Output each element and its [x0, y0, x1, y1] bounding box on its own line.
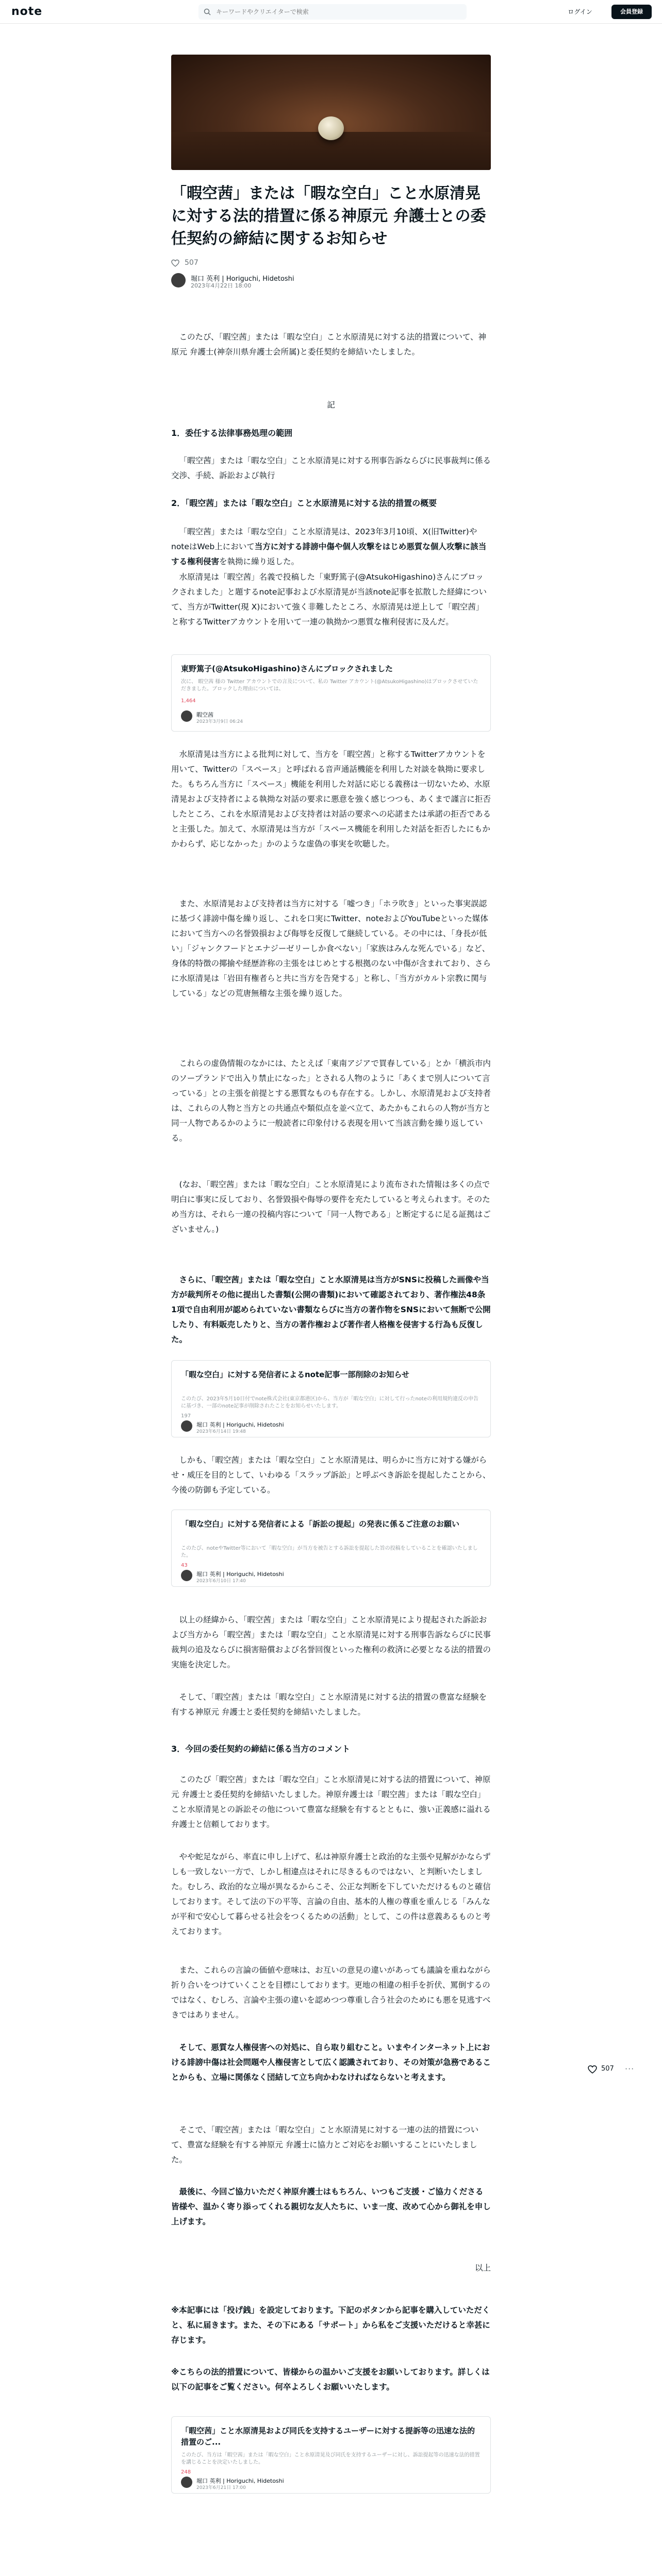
card-title[interactable]: 東野篤子(@AtsukoHigashino)さんにブロックされました — [181, 664, 393, 673]
paragraph-false-info: これらの虚偽情報のなかには、たとえば「東南アジアで買春している」とか「横浜市内のソープランドで出入り禁止になった」とされる人物のように「あくまで別人について言っている」との主張を前提とする悪質なものも存在する。しかし、水原清晃および支持者は、これらの人物と当方との共通点や類似点を並べ立て、あたかもこれらの人物が当方と同一人物であるかのように一般読者に印象付ける表現を用いて当該言動を繰り返している。 — [171, 1059, 491, 1143]
floating-like-button[interactable] — [588, 2064, 619, 2075]
publish-date: 2023年4月22日 18:00 — [191, 282, 252, 289]
paragraph-comment-1: このたび「暇空茜」または「暇な空白」こと水原清晃に対する法的措置について、神原元 弁護士と委任契約を締結いたしました。神原弁護士は「暇空茜」または「暇な空白」こと水原清晃との訴訟その他について豊富な経験を有するとともに、強い正義感に溢れる弁護士と信頼しております。 — [171, 1775, 491, 1829]
paragraph-comment-4: そして、悪質な人権侵害への対処に、自ら取り組むこと。いまやインターネット上における誹謗中傷は社会問題や人権侵害として広く認識されており、その対策が急務であることからも、立場に関係なく団結して立ち向かわなければならないと考えます。 — [171, 2043, 491, 2082]
paragraph-comment-2: やや蛇足ながら、率直に申し上げて、私は神原弁護士と政治的な主張や見解がかならずしも一致しない一方で、しかし相違点はそれに尽きるものではない、と判断いたしました。むしろ、政治的な立場が異なるからこそ、公正な判断を下していただけるものと確信しております。そして法の下の平等、言論の自由、基本的人権の尊重を重んじる「みんなが平和で安心して暮らせる社会をつくるための活動」として、この件は意義あるものと考えております。 — [171, 1852, 491, 1936]
embed-card-1[interactable] — [171, 654, 491, 732]
more-options-icon[interactable]: ··· — [625, 2064, 635, 2074]
card-likes: 43 — [181, 1563, 188, 1568]
card-excerpt: 次に、 暇空茜 様の Twitter アカウントでの言及について、私の Twitter アカウント(@AtsukoHigashino)はブロックさせていただきました。ブロックした理由については、 — [181, 679, 478, 692]
paragraph-support-note: ※こちらの法的措置について、皆様からの温かいご支援をお願いしております。詳しくは以下の記事をご覧ください。何卒よろしくお願いいたします。 — [171, 2367, 490, 2392]
paragraph-defamation: また、水原清晃および支持者は当方に対する「嘘つき」「ホラ吹き」といった事実誤認に基づく誹謗中傷を繰り返し、これを口実にTwitter、noteおよびYouTubeといった媒体において当方への名誉毀損および侮辱を反復して継続している。その中には、「身長が低い」「ジャンクフードとエナジーゼリーしか食べない」「家族はみんな死んでいる」など、身体的特徴の揶揄や経歴詐称の主張をはじめとする根拠のない中傷が含まれており、さらに水原清晃は「岩田有権者らと共に当方を告発する」と称し、「当方がカルト宗教に関与している」などの荒唐無稽な主張を繰り返した。 — [171, 899, 491, 998]
search-box[interactable] — [198, 4, 467, 20]
card-date: 2023年3月9日 06:24 — [196, 719, 243, 724]
card-avatar — [181, 2477, 192, 2488]
article-title: 「暇空茜」または「暇な空白」こと水原清晃に対する法的措置に係る神原元 弁護士との委任契約の締結に関するお知らせ — [171, 184, 486, 248]
paragraph-slapp: しかも、「暇空茜」または「暇な空白」こと水原清晃は、明らかに当方に対する嫌がらせ・威圧を目的として、いわゆる「スラップ訴訟」と呼ぶべき訴訟を提起したことから、今後の防御も予定している。 — [171, 1455, 491, 1495]
ijo-mark: 以上 — [474, 2263, 491, 2273]
site-header — [0, 0, 662, 24]
note-logo[interactable]: note — [11, 5, 43, 18]
login-button[interactable]: ログイン — [568, 8, 592, 15]
card-excerpt: このたび、当方は「暇空茜」または「暇な空白」こと水原清晃及び同氏を支持するユーザーに対し、訴訟提起等の迅速な法的措置を講じることを決定いたしました。 — [181, 2452, 480, 2465]
paragraph-note: (なお、「暇空茜」または「暇な空白」こと水原清晃により流布された情報は多くの点で明白に事実に反しており、名誉毀損や侮辱の要件を充たしていると考えられます。そのため当方は、それら一連の投稿内容について「同一人物である」と断定するに足る証拠はございません。) — [171, 1180, 491, 1234]
hero-image — [171, 55, 491, 170]
heart-icon[interactable] — [588, 2065, 597, 2074]
card-avatar — [181, 710, 192, 722]
hero-coin — [318, 116, 344, 140]
signup-button[interactable]: 会員登録 — [611, 5, 652, 19]
search-icon — [204, 8, 211, 15]
paragraph-decision: 以上の経緯から、「暇空茜」または「暇な空白」こと水原清晃により提起された訴訟および当方から「暇空茜」または「暇な空白」こと水原清晃に対する刑事告訴ならびに民事裁判の追及ならびに損害賠償および名誉回復といった権利の救済に必要となる法的措置の実施を決定した。 — [171, 1615, 491, 1669]
embed-card-4[interactable] — [171, 2416, 491, 2494]
paragraph-comment-5: そこで、「暇空茜」または「暇な空白」こと水原清晃に対する一連の法的措置について、豊富な経験を有する神原元 弁護士に協力とご対応をお願いすることにいたしました。 — [171, 2125, 479, 2164]
card-author: 堀口 英利 | Horiguchi, Hidetoshi — [196, 1421, 284, 1428]
floating-like-count: 507 — [601, 2065, 614, 2073]
like-count: 507 — [185, 259, 198, 267]
card-author: 暇空茜 — [196, 711, 213, 718]
card-title[interactable]: 「暇な空白」に対する発信者によるnote記事一部削除のお知らせ — [181, 1370, 409, 1379]
paragraph-comment-3: また、これらの言論の価値や意味は、お互いの意見の違いがあっても議論を重ねながら折り合いをつけていくことを目標にしております。更地の相違の相手を折伏、罵倒するのではなく、むしろ、言論や主張の違いを認めつつ尊重し合う社会のためにも悪を見逃すべきではありません。 — [171, 1965, 491, 2020]
card-likes: 1,464 — [181, 698, 196, 704]
section-heading-3: 3．今回の委任契約の締結に係る当方のコメント — [171, 1744, 351, 1754]
paragraph-overview: 「暇空茜」または「暇な空白」こと水原清晃は、2023年3月10頃、X(旧Twitter)やnoteはWeb上において当方に対する誹謗中傷や個人攻撃をはじめ悪質な個人攻撃に該当する権利侵害を執拗に繰り返した。 — [171, 527, 487, 566]
paragraph-contract: そして、「暇空茜」または「暇な空白」こと水原清晃に対する法的措置の豊富な経験を有する神原元 弁護士と委任契約を締結いたしました。 — [171, 1692, 487, 1717]
card-title[interactable]: 「暇空茜」こと水原清晃および同氏を支持するユーザーに対する提訴等の迅速な法的措置のご... — [181, 2426, 475, 2447]
card-date: 2023年6月14日 19:48 — [196, 1429, 246, 1434]
section-heading-1: 1．委任する法律事務処理の範囲 — [171, 428, 293, 438]
embed-card-3[interactable] — [171, 1510, 491, 1587]
card-date: 2023年6月10日 17:40 — [196, 1579, 246, 1584]
embed-card-2[interactable] — [171, 1360, 491, 1437]
section-heading-2: 2．「暇空茜」または「暇な空白」こと水原清晃に対する法的措置の概要 — [171, 498, 437, 508]
ki-mark: 記 — [327, 400, 335, 410]
card-avatar — [181, 1570, 192, 1581]
author-name[interactable]: 堀口 英利 | Horiguchi, Hidetoshi — [191, 275, 294, 283]
card-date: 2023年6月21日 17:00 — [196, 2485, 246, 2490]
card-likes: 197 — [181, 1413, 191, 1419]
paragraph-scope: 「暇空茜」または「暇な空白」こと水原清晃に対する刑事告訴ならびに民事裁判に係る交渉、手続、訴訟および執行 — [171, 456, 491, 480]
paragraph-copyright: さらに、「暇空茜」または「暇な空白」こと水原清晃は当方がSNSに投稿した画像や当方が裁判所その他に提出した書類(公開の書類)において確認されており、著作権法48条1項で自由利用が認められていない書類ならびに当方の著作物をSNSにおいて無断で公開したり、有料販売したりと、当方の著作権および著作者人格権を侵害する行為も反復した。 — [171, 1275, 491, 1344]
paragraph-tip-note: ※本記事には「投げ銭」を設定しております。下記のボタンから記事を購入していただくと、私に届きます。また、その下にある「サポート」から私をご支援いただけると幸甚に存じます。 — [171, 2306, 490, 2345]
article-like-row — [171, 258, 274, 269]
card-excerpt: このたび、noteやTwitter等において「暇な空白」が当方を被告とする訴訟を提起した旨の投稿をしていることを確認いたしました。 — [181, 1546, 478, 1558]
card-excerpt: このたび、2023年5月10日付でnote株式会社(東京都港区)から、当方が「暇な空白」に対して行ったnoteの利用規約違反の申告に基づき、一部のnote記事が削除されたことをお知らせいたします。 — [181, 1396, 478, 1409]
card-avatar — [181, 1420, 192, 1432]
card-likes: 248 — [181, 2469, 191, 2475]
paragraph-background: 水原清晃は「暇空茜」名義で投稿した「東野篤子(@AtsukoHigashino)さんにブロックされました」と題するnote記事および水原清晃が当該note記事を拡散した経緯について、当方がTwitter(現 X)において強く非難したところ、水原清晃は逆上して「暇空茜」と称するTwitterアカウントを用いて一連の執拗かつ悪質な権利侵害に及んだ。 — [171, 572, 487, 626]
search-input[interactable] — [216, 4, 458, 20]
card-author: 堀口 英利 | Horiguchi, Hidetoshi — [196, 1571, 284, 1578]
paragraph-space-request: 水原清晃は当方による批判に対して、当方を「暇空茜」と称するTwitterアカウントを用いて、Twitterの「スペース」と呼ばれる音声通話機能を利用した対談を執拗に要求した。もちろん当方に「スペース」機能を利用した対話に応じる義務は一切ないため、水原清晃および支持者による執拗な対話の要求に悪意を強く感じつつも、あくまで謹言に拒否したところ、これを水原清晃および支持者は対話の要求への応諾または承諾の拒否であると主張した。加えて、水原清晃は当方が「スペース機能を利用した対話を拒否したにもかかわらず、応じなかった」かのような虚偽の事実を吹聴した。 — [171, 750, 491, 849]
card-title[interactable]: 「暇な空白」に対する発信者による「訴訟の提起」の発表に係るご注意のお願い — [181, 1519, 460, 1529]
paragraph-intro: このたび、「暇空茜」または「暇な空白」こと水原清晃に対する法的措置について、神原元 弁護士(神奈川県弁護士会所属)と委任契約を締結いたしました。 — [171, 332, 487, 357]
avatar[interactable] — [171, 273, 186, 287]
card-author: 堀口 英利 | Horiguchi, Hidetoshi — [196, 2478, 284, 2484]
author-info[interactable] — [171, 272, 377, 290]
heart-icon[interactable] — [171, 259, 179, 267]
paragraph-thanks: 最後に、今回ご協力いただく神原弁護士はもちろん、いつもご支援・ご協力くださる皆様や、温かく寄り添ってくれる親切な友人たちに、いま一度、改めて心から御礼を申し上げます。 — [171, 2187, 491, 2226]
